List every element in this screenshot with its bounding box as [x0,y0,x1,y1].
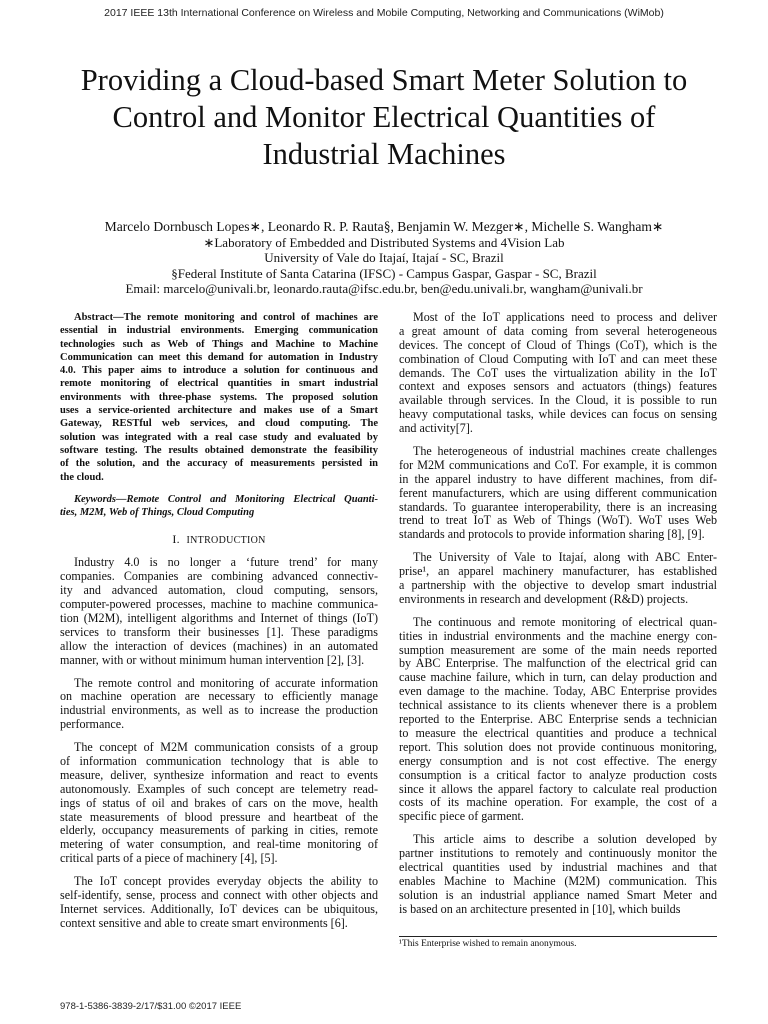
text-line: manner, with or without minimum human intervention [2], [3]. [60,652,365,667]
text-line: autonomously. Examples of such concept are telemetry read- [60,781,378,796]
text-line: tion (M2M), intelligent algorithms and Internet of things (IoT) [60,611,378,626]
title-line: Providing a Cloud-based Smart Meter Solution to [80,63,688,97]
text-line: metering of water consumption, and real-time monitoring of [60,837,378,852]
text-line: since it allows the apparel factory to calculate real production [399,781,717,796]
text-line: Industry 4.0 is no longer a ‘future trend’ for many [74,555,378,570]
conference-header: 2017 IEEE 13th International Conference on Wireless and Mobile Computing, Networking and Communications (WiMob) [104,7,664,19]
right-body-text [399,311,717,917]
text-line: available through services. In the Cloud, it is possible to run [399,393,717,408]
abstract-line: solution was integrated with a real case study and evaluated by [60,431,378,443]
text-line: partner institutions to remotely and continuously monitor the [399,846,717,861]
paragraph [399,551,717,607]
text-line: The remote control and monitoring of accurate information [74,675,378,690]
affiliation-2: §Federal Institute of Santa Catarina (IFSC) - Campus Gaspar, Gaspar - SC, Brazil [171,265,597,281]
abstract-line: essential in industrial environments. Emerging communication [60,325,378,337]
text-line: The heterogeneous of industrial machines create challenges [413,444,717,459]
text-line: companies. Companies are combining advanced connectiv- [60,569,378,584]
text-line: industrial environments, as well as to increase the production [60,703,378,718]
footnote: ¹This Enterprise wished to remain anonymous. [399,939,577,949]
left-column [60,311,378,940]
text-line: a partnership with the objective to develop smart industrial [399,578,717,593]
paragraph [399,616,717,824]
paragraph [399,311,717,436]
text-line: self-identify, sense, process and connect with other objects and [60,888,378,903]
text-line: standards. To guarantee interoperability, there is an increasing [399,499,717,514]
text-line: is based on an architecture presented in [10], which builds [399,901,681,916]
author-emails: Email: marcelo@univali.br, leonardo.rauta@ifsc.edu.br, ben@edu.univali.br, wangham@univali.br [125,280,643,296]
text-line: and activity[7]. [399,421,473,436]
abstract-line: Gateway, RESTful web services, and cloud computing. The [60,418,378,430]
text-line: elderly, occupancy measurements of parking in cities, remote [60,823,378,838]
left-body-text [60,556,378,930]
keywords-line: ties, M2M, Web of Things, Cloud Computing [60,507,255,519]
text-line: critical parts of a piece of machinery [4], [5]. [60,851,278,866]
text-line: costs of its machine operation. For example, the cost of a [399,795,717,810]
affiliation-1-location: University of Vale do Itajaí, Itajaí - SC, Brazil [264,250,504,266]
text-line: even damage to the machine. Today, ABC Enterprise provides [399,684,717,699]
abstract-line: remote monitoring of electrical quantities in smart industrial [60,378,378,390]
text-line: combination of Cloud Computing with IoT and can meet these [399,351,717,366]
section-title: INTRODUCTION [186,535,266,547]
text-line: performance. [60,717,125,732]
paragraph [60,677,378,733]
footnote-divider [399,936,717,937]
paragraph [60,741,378,866]
author-block [40,219,728,296]
text-line: The concept of M2M communication consists of a group [74,740,378,755]
text-line: report. This solution does not provide continuous monitoring, [399,739,717,754]
paragraph [399,445,717,542]
section-number: I. [172,532,180,547]
text-line: context sensitive and able to create smart environments [6]. [60,915,348,930]
text-line: cause machine failure, which in turn, can delay production and [399,670,717,685]
paragraph [60,875,378,931]
title-line: Industrial Machines [262,137,506,171]
text-line: to measure the electrical quantities and produce a technical [399,725,717,740]
text-line: ferent manufacturers, which are using different communication [399,485,717,500]
paragraph [60,556,378,667]
text-line: energy consumption and is not cost effective. The energy [399,753,717,768]
paper-title [60,62,708,173]
abstract-line: Abstract—The remote monitoring and control of machines are [74,312,378,323]
text-line: The continuous and remote monitoring of electrical quan- [413,614,717,629]
text-line: trend to treat IoT as Web of Things (WoT). WoT uses Web [399,513,717,528]
text-line: standards and protocols to provide information sharing [8], [9]. [399,527,705,542]
text-line: heavy computational tasks, while devices can focus on sensing [399,407,717,422]
text-line: prise¹, an apparel machinery manufacturer, has established [399,564,717,579]
right-column [399,311,717,926]
author-names: Marcelo Dornbusch Lopes∗, Leonardo R. P. Rauta§, Benjamin W. Mezger∗, Michelle S. Wangham∗ [104,219,664,234]
text-line: measure, deliver, synthesize information and react to events [60,767,378,782]
text-line: ity and advanced automation, cloud computing, sensors, [60,583,378,598]
section-heading-introduction [60,532,378,547]
text-line: technical assistance to its clients whenever there is a problem [399,698,717,713]
abstract-line: environments with three-phase systems. The proposed solution [60,391,378,403]
abstract-line: the cloud. [60,471,104,483]
text-line: state measurements of blood pressure and heartbeat of the [60,809,378,824]
text-line: devices. The concept of Cloud of Things (CoT), which is the [399,337,717,352]
text-line: The IoT concept provides everyday objects the ability to [74,874,378,889]
text-line: allow the interaction of devices (machines) in an automated [60,638,378,653]
text-line: on machine operation are necessary to efficiently manage [60,689,378,704]
abstract-line: uses a service-oriented architecture and makes use of a Smart [60,405,378,417]
abstract-line: 4.0. This paper aims to introduce a solution for continuous and [60,365,378,377]
keywords [60,493,378,520]
text-line: enables Machine to Machine (M2M) communication. This [399,873,717,888]
paragraph [399,833,717,916]
affiliation-1: ∗Laboratory of Embedded and Distributed Systems and 4Vision Lab [203,235,565,251]
text-line: services to transform their businesses [1]. These paradigms [60,624,378,639]
abstract-line: technologies such as Web of Things and Machine to Machine [60,338,378,350]
text-line: Internet services. Additionally, IoT devices can be ubiquitous, [60,901,378,916]
text-line: demands. The CoT uses the virtualization ability in the IoT [399,365,717,380]
text-line: environments in research and development (R&D) projects. [399,591,689,606]
text-line: This article aims to describe a solution developed by [413,832,717,847]
keywords-line: Keywords—Remote Control and Monitoring Electrical Quanti- [74,493,378,505]
abstract [60,311,378,484]
page-footer-copyright: 978-1-5386-3839-2/17/$31.00 ©2017 IEEE [60,1001,242,1012]
text-line: of information communication technology that is able to [60,754,378,769]
text-line: electrical quantities used by industrial machines and that [399,859,717,874]
text-line: a great amount of data coming from several heterogeneous [399,323,717,338]
text-line: in the apparel industry to have different machines, from dif- [399,471,717,486]
text-line: Most of the IoT applications need to process and deliver [413,310,717,324]
text-line: context and exposes sensors and actuators (things) features [399,379,717,394]
text-line: consumption is a critical factor to analyze production costs [399,767,717,782]
text-line: sumption measurement are some of the main needs reported [399,642,717,657]
text-line: specific piece of garment. [399,809,524,824]
title-line: Control and Monitor Electrical Quantities of [112,100,656,134]
text-line: computer-powered processes, machine to machine communica- [60,597,378,612]
text-line: The University of Vale to Itajaí, along with ABC Enter- [413,550,717,565]
text-line: by ABC Enterprise. The malfunction of the electrical grid can [399,656,717,671]
text-line: solution is an industrial appliance named Smart Meter and [399,887,717,902]
text-line: reported to the Enterprise. ABC Enterprise sends a technician [399,712,717,727]
abstract-line: Communication can meet this demand for automation in Industry [60,351,378,363]
text-line: for M2M communications and CoT. For example, it is common [399,457,717,472]
text-line: tities in industrial environments and the machine energy con- [399,628,717,643]
abstract-line: of the solution, and the accuracy of measurements persisted in [60,458,378,470]
abstract-line: software testing. The results obtained demonstrate the feasibility [60,444,378,456]
text-line: ings of status of oil and brakes of cars on the move, health [60,795,378,810]
